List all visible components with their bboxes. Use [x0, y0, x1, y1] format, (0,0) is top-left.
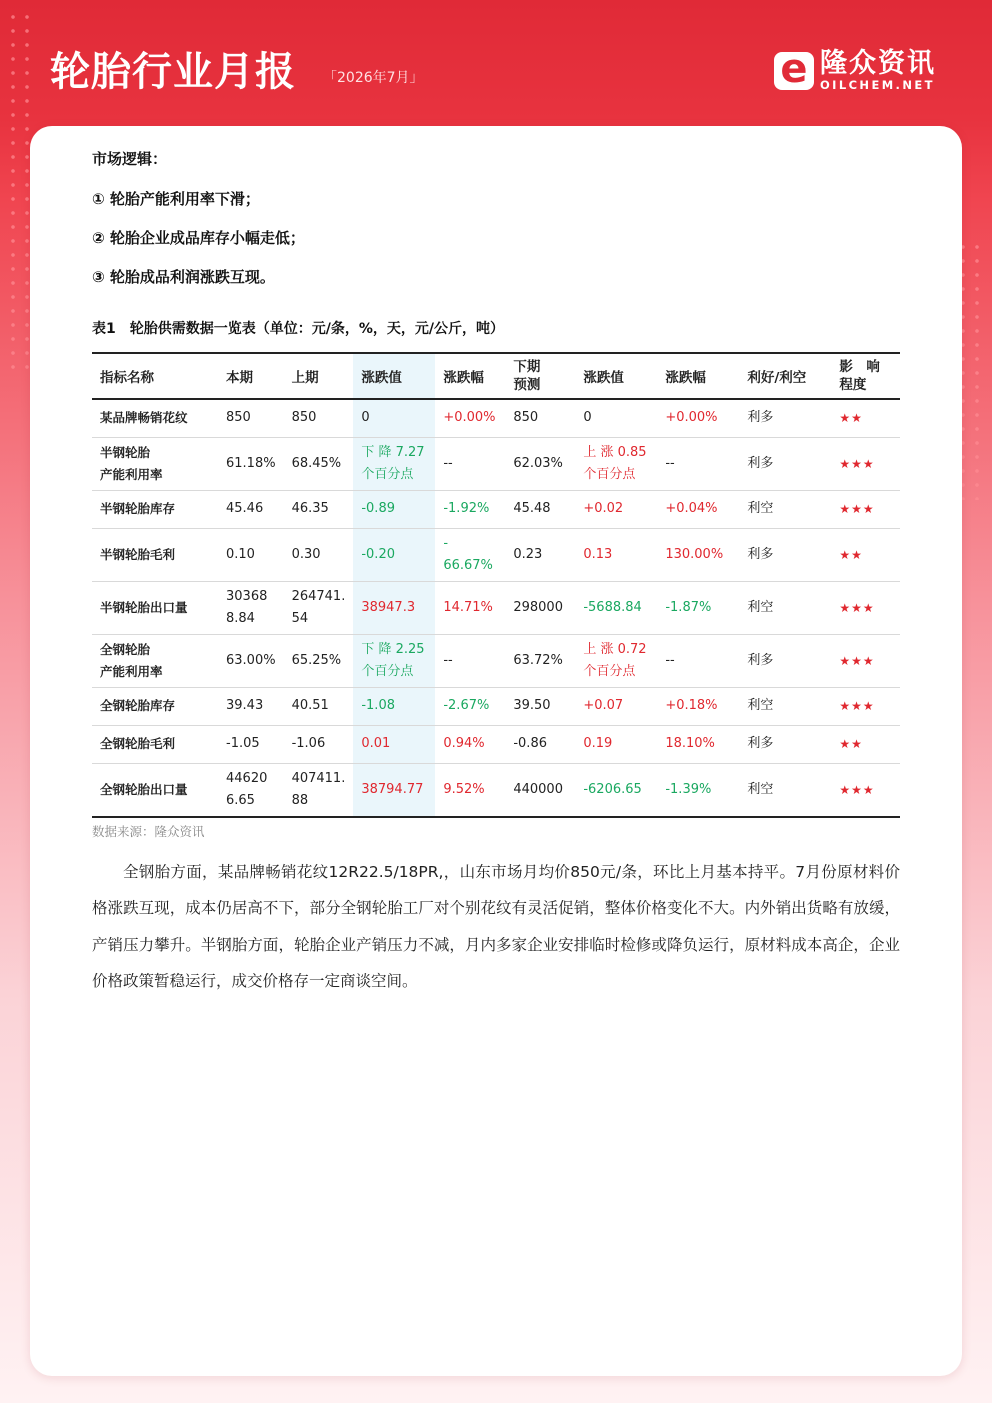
change-value-cell: -0.20 [353, 528, 435, 581]
forecast-change-cell: 0.13 [575, 528, 657, 581]
current-value-cell: 45.46 [218, 490, 284, 528]
effect-cell: 利多 [739, 437, 831, 490]
effect-cell: 利多 [739, 399, 831, 437]
previous-value-cell: 850 [284, 399, 354, 437]
impact-stars: ★★★ [831, 634, 900, 687]
indicator-name-cell: 全钢轮胎出口量 [100, 781, 188, 797]
market-logic-title: 市场逻辑： [92, 150, 168, 168]
forecast-value-cell: 298000 [505, 581, 575, 634]
change-value-cell: 0.01 [353, 725, 435, 763]
current-value-cell: 63.00% [218, 634, 284, 687]
previous-value-cell: 0.30 [284, 528, 354, 581]
forecast-value-cell: 45.48 [505, 490, 575, 528]
change-pct-cell: 0.94% [435, 725, 505, 763]
report-period: 「2026年7月」 [323, 70, 424, 86]
effect-cell: 利多 [739, 634, 831, 687]
analysis-paragraph: 全钢胎方面，某品牌畅销花纹12R22.5/18PR,，山东市场月均价850元/条，环比上月基本持平。7月份原材料价格涨跌互现，成本仍居高不下，部分全钢轮胎工厂对个别花纹有灵活促销，整体价格变化不大。内外销出货略有放缓，产销压力攀升。半钢胎方面，轮胎企业产销压力不减，月内多家企业安排临时检修或降负运行，原材料成本高企，企业价格政策暂稳运行，成交价格存一定商谈空间。 [92, 862, 900, 990]
col-header-forecast-change: 涨跌值 [575, 353, 657, 399]
change-pct-cell: -1.92% [435, 490, 505, 528]
table-row [92, 634, 900, 687]
current-value-cell: 30368 8.84 [218, 581, 284, 634]
change-value-cell: 0 [353, 399, 435, 437]
data-source: 数据来源：隆众资讯 [92, 823, 205, 839]
table-caption: 表1 轮胎供需数据一览表（单位：元/条，%，天，元/公斤，吨） [92, 321, 504, 337]
col-header-forecast: 下期 预测 [505, 353, 575, 399]
current-value-cell: 0.10 [218, 528, 284, 581]
previous-value-cell: 264741. 54 [284, 581, 354, 634]
forecast-pct-cell: +0.18% [657, 687, 739, 725]
table-row [92, 687, 900, 725]
forecast-pct-cell: +0.00% [657, 399, 739, 437]
table-row [92, 399, 900, 437]
col-header-impact: 影 响 程度 [831, 353, 900, 399]
current-value-cell: 850 [218, 399, 284, 437]
forecast-value-cell: 850 [505, 399, 575, 437]
previous-value-cell: -1.06 [284, 725, 354, 763]
col-header-change-pct: 涨跌幅 [435, 353, 505, 399]
forecast-value-cell: 39.50 [505, 687, 575, 725]
market-logic-item-1: ① 轮胎产能利用率下滑； [92, 190, 260, 208]
table-row [92, 528, 900, 581]
indicator-name-cell: 半钢轮胎库存 [92, 490, 218, 528]
change-pct-cell: -- [435, 437, 505, 490]
change-value-cell: 下 降 7.27 个百分点 [353, 437, 435, 490]
forecast-change-cell: -5688.84 [575, 581, 657, 634]
effect-cell: 利多 [739, 528, 831, 581]
forecast-value-cell: -0.86 [505, 725, 575, 763]
col-header-previous: 上期 [284, 353, 354, 399]
forecast-pct-cell: -1.87% [657, 581, 739, 634]
forecast-value-cell: 0.23 [505, 528, 575, 581]
effect-cell: 利空 [739, 581, 831, 634]
table-row [92, 490, 900, 528]
forecast-change-cell: 0 [575, 399, 657, 437]
current-value-cell: 39.43 [218, 687, 284, 725]
forecast-pct-cell: 130.00% [657, 528, 739, 581]
indicator-name-cell: 半钢轮胎毛利 [92, 528, 218, 581]
report-title: 轮胎行业月报 [50, 49, 296, 95]
content-card [30, 126, 962, 1376]
indicator-name-cell: 全钢轮胎库存 [92, 687, 218, 725]
impact-stars: ★★★ [831, 437, 900, 490]
previous-value-cell: 68.45% [284, 437, 354, 490]
current-value-cell: -1.05 [218, 725, 284, 763]
previous-value-cell: 65.25% [284, 634, 354, 687]
forecast-value-cell: 62.03% [505, 437, 575, 490]
previous-value-cell: 40.51 [284, 687, 354, 725]
brand-logo [774, 50, 936, 92]
market-logic-item-3: ③ 轮胎成品利润涨跌互现。 [92, 268, 275, 286]
table-row [92, 763, 900, 817]
forecast-change-cell: 上 涨 0.85 个百分点 [575, 437, 657, 490]
indicator-name-cell: 半钢轮胎 产能利用率 [92, 437, 218, 490]
forecast-change-cell: +0.02 [575, 490, 657, 528]
change-pct-cell: 9.52% [443, 781, 485, 797]
effect-cell: 利多 [739, 725, 831, 763]
forecast-pct-cell: -- [657, 634, 739, 687]
change-pct-cell: -2.67% [435, 687, 505, 725]
forecast-change-cell: -6206.65 [583, 781, 642, 797]
change-value-cell: 38947.3 [353, 581, 435, 634]
forecast-pct-cell: +0.04% [657, 490, 739, 528]
impact-stars: ★★ [831, 725, 900, 763]
change-pct-cell: +0.00% [435, 399, 505, 437]
forecast-pct-cell: -- [657, 437, 739, 490]
table-row [92, 581, 900, 634]
impact-stars: ★★★ [831, 687, 900, 725]
col-header-current: 本期 [218, 353, 284, 399]
col-header-name: 指标名称 [92, 353, 218, 399]
change-pct-cell: - 66.67% [435, 528, 505, 581]
indicator-name-cell: 半钢轮胎出口量 [92, 581, 218, 634]
logo-text-cn: 隆众资讯 [820, 48, 936, 79]
forecast-change-cell: +0.07 [575, 687, 657, 725]
change-pct-cell: 14.71% [435, 581, 505, 634]
current-value-cell: 61.18% [218, 437, 284, 490]
table-header-row [92, 353, 900, 399]
previous-value-cell: 407411. 88 [291, 770, 346, 808]
effect-cell: 利空 [739, 490, 831, 528]
impact-stars: ★★★ [831, 490, 900, 528]
change-pct-cell: -- [435, 634, 505, 687]
change-value-cell: 38794.77 [353, 763, 435, 817]
effect-cell: 利空 [739, 687, 831, 725]
forecast-pct-cell: -1.39% [665, 781, 712, 797]
forecast-change-cell: 上 涨 0.72 个百分点 [575, 634, 657, 687]
col-header-change: 涨跌值 [353, 353, 435, 399]
current-value-cell: 44620 6.65 [226, 770, 268, 808]
change-value-cell: -1.08 [353, 687, 435, 725]
effect-cell: 利空 [747, 781, 774, 797]
indicator-name-cell: 全钢轮胎 产能利用率 [92, 634, 218, 687]
impact-stars: ★★★ [839, 782, 875, 797]
change-value-cell: -0.89 [353, 490, 435, 528]
forecast-value-cell: 63.72% [505, 634, 575, 687]
logo-text-en: OILCHEM.NET [820, 78, 935, 92]
col-header-forecast-pct: 涨跌幅 [657, 353, 739, 399]
indicator-name-cell: 某品牌畅销花纹 [92, 399, 218, 437]
table-row [92, 725, 900, 763]
table-row [92, 437, 900, 490]
col-header-effect: 利好/利空 [739, 353, 831, 399]
forecast-value-cell: 440000 [513, 781, 563, 797]
previous-value-cell: 46.35 [284, 490, 354, 528]
market-logic-item-2: ② 轮胎企业成品库存小幅走低； [92, 229, 305, 247]
impact-stars: ★★ [831, 399, 900, 437]
impact-stars: ★★★ [831, 581, 900, 634]
impact-stars: ★★ [831, 528, 900, 581]
forecast-pct-cell: 18.10% [657, 725, 739, 763]
forecast-change-cell: 0.19 [575, 725, 657, 763]
indicator-name-cell: 全钢轮胎毛利 [92, 725, 218, 763]
change-value-cell: 下 降 2.25 个百分点 [353, 634, 435, 687]
supply-demand-table [92, 352, 900, 818]
logo-mark-icon [774, 52, 814, 90]
